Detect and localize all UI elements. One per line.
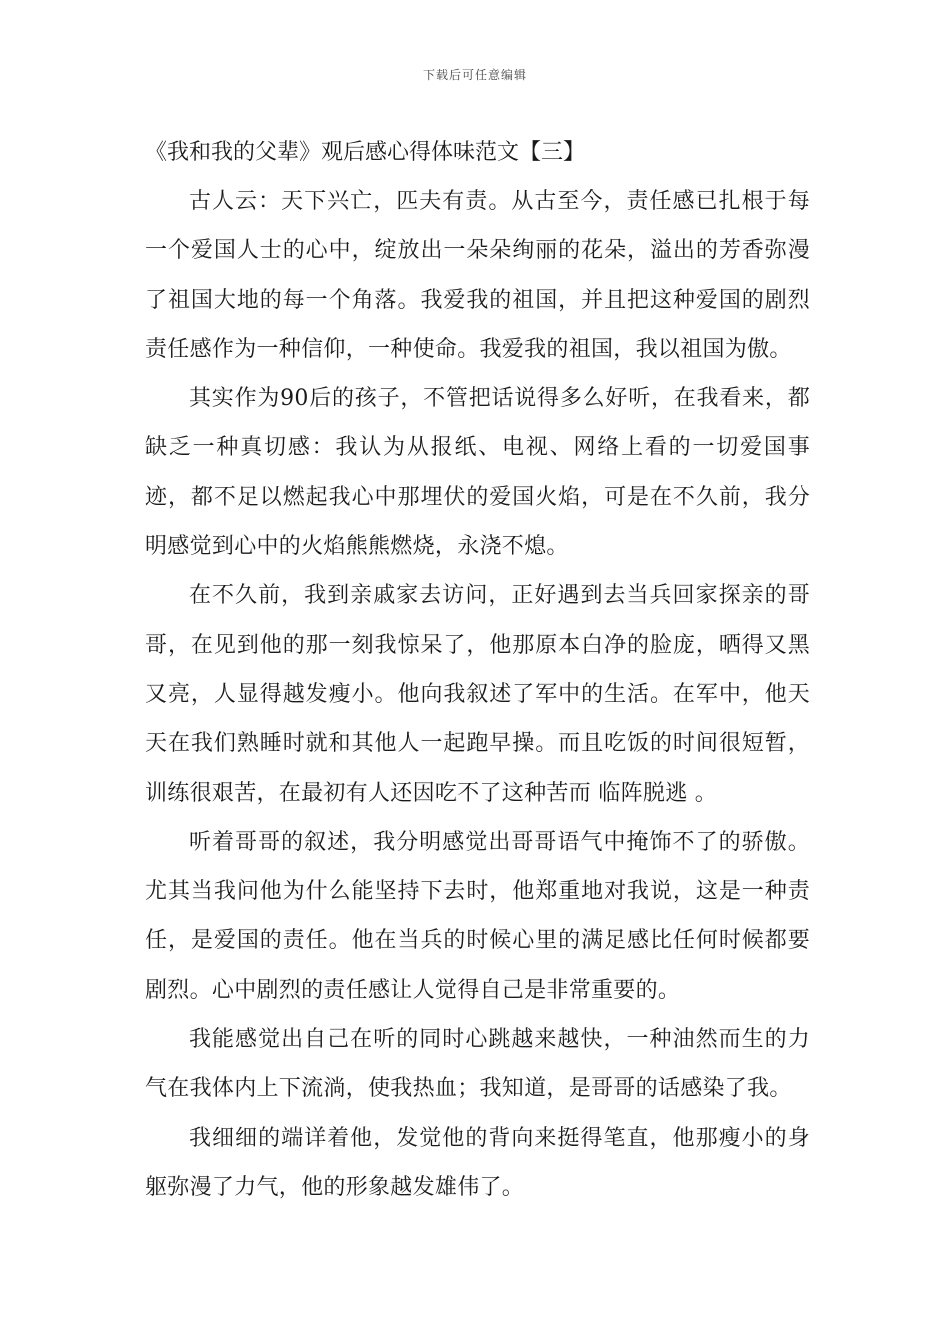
paragraph-2: 其实作为90后的孩子，不管把话说得多么好听，在我看来，都缺乏一种真切感：我认为从报纸、电视、网络上看的一切爱国事迹，都不足以燃起我心中那埋伏的爱国火焰，可是在不久前，我分明感觉到心中的火焰熊熊燃烧，永浇不熄。 [145,386,810,560]
page-header-note: 下载后可任意编辑 [422,68,527,82]
document-body [145,128,810,1212]
document-title: 《我和我的父辈》观后感心得体味范文【三】 [145,140,586,165]
paragraph-4: 听着哥哥的叙述，我分明感觉出哥哥语气中掩饰不了的骄傲。尤其当我问他为什么能坚持下去时，他郑重地对我说，这是一种责任，是爱国的责任。他在当兵的时候心里的满足感比任何时候都要剧烈。心中剧烈的责任感让人觉得自己是非常重要的。 [145,829,810,1003]
paragraph-1: 古人云：天下兴亡，匹夫有责。从古至今，责任感已扎根于每一个爱国人士的心中，绽放出一朵朵绚丽的花朵，溢出的芳香弥漫了祖国大地的每一个角落。我爱我的祖国，并且把这种爱国的剧烈责任感作为一种信仰，一种使命。我爱我的祖国，我以祖国为傲。 [145,189,810,362]
paragraph-6: 我细细的端详着他，发觉他的背向来挺得笔直，他那瘦小的身躯弥漫了力气，他的形象越发雄伟了。 [145,1125,810,1200]
paragraph-3: 在不久前，我到亲戚家去访问，正好遇到去当兵回家探亲的哥哥，在见到他的那一刻我惊呆了，他那原本白净的脸庞，晒得又黑又亮，人显得越发瘦小。他向我叙述了军中的生活。在军中，他天天在我们熟睡时就和其他人一起跑早操。而且吃饭的时间很短暂，训练很艰苦，在最初有人还因吃不了这种苦而 临阵脱逃 。 [145,583,810,806]
paragraph-5: 我能感觉出自己在听的同时心跳越来越快，一种油然而生的力气在我体内上下流淌，使我热血；我知道，是哥哥的话感染了我。 [145,1027,810,1102]
